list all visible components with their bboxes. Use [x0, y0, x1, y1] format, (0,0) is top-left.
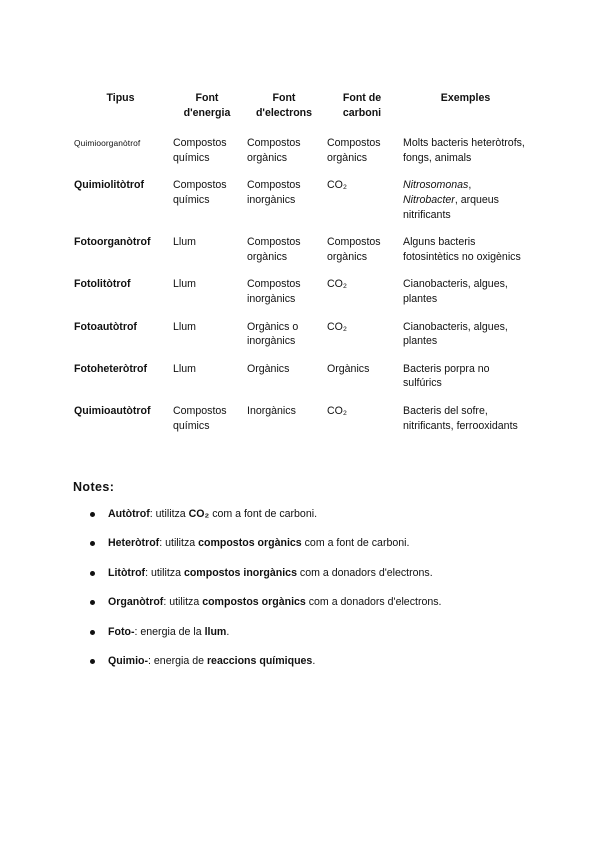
note-bold: llum [204, 625, 227, 638]
cell-tipus: Fotoautòtrof [74, 320, 137, 333]
note-term: Foto- [108, 625, 135, 638]
note-text: com a donadors d'electrons. [296, 566, 433, 579]
cell-energia: Llum [173, 278, 196, 291]
table-row [71, 404, 531, 446]
note-bold: compostos orgànics [198, 537, 302, 550]
note-text: com a font de carboni. [301, 537, 410, 550]
note-text: com a donadors d'electrons. [305, 596, 442, 609]
note-term: Quimio- [108, 654, 149, 667]
bullet-icon [90, 630, 95, 635]
table-row [71, 136, 531, 178]
cell-energia: Compostos químics [173, 179, 227, 206]
notes-title: Notes: [73, 480, 115, 494]
note-text: . [226, 625, 230, 638]
table-row [71, 178, 531, 235]
cell-tipus: Quimiolitòtrof [74, 179, 145, 192]
list-item [90, 654, 442, 683]
note-text: : utilitza [145, 566, 184, 579]
header-exemples: Exemples [440, 92, 491, 104]
table-row [71, 362, 531, 404]
cell-energia: Compostos químics [173, 404, 227, 432]
header-font-electrons: Font d'electrons [255, 92, 313, 119]
cell-tipus: Quimioorganòtrof [74, 138, 141, 149]
cell-carboni: CO₂ [327, 278, 348, 291]
cell-energia: Llum [173, 362, 196, 375]
note-text: : energia de la [134, 625, 205, 638]
cell-tipus: Fotoorganòtrof [74, 236, 151, 249]
bullet-icon [90, 571, 95, 576]
cell-energia: Llum [173, 320, 196, 333]
exemples-rest: , arqueus nitrificants [403, 193, 499, 221]
note-term: Organòtrof [108, 596, 164, 609]
list-item [90, 625, 442, 654]
cell-electrons: Compostos inorgànics [247, 278, 301, 305]
separator: , [468, 179, 472, 192]
cell-electrons: Compostos inorgànics [247, 179, 301, 206]
note-text: : utilitza [149, 508, 189, 520]
cell-electrons: Compostos orgànics [247, 236, 301, 263]
cell-exemples: Cianobacteris, algues, plantes [403, 278, 508, 305]
cell-energia: Llum [173, 236, 196, 249]
table-row [71, 235, 531, 277]
cell-electrons: Orgànics [247, 362, 290, 375]
note-text: : energia de [148, 654, 207, 667]
list-item [90, 566, 442, 595]
cell-exemples: Bacteris del sofre, nitrificants, ferrooxidants [403, 404, 518, 432]
notes-list [90, 507, 442, 683]
cell-electrons: Inorgànics [247, 404, 296, 417]
list-item [90, 595, 442, 624]
note-text: : utilitza [159, 537, 199, 550]
cell-carboni: Orgànics [327, 362, 370, 375]
note-bold: CO₂ [188, 508, 210, 520]
cell-carboni: CO₂ [327, 404, 348, 417]
header-tipus: Tipus [106, 92, 135, 104]
note-text: . [312, 654, 316, 667]
note-term: Autòtrof [108, 508, 150, 520]
cell-exemples: Alguns bacteris fotosintètics no oxigènics [403, 236, 521, 263]
italic-genus: Nitrobacter [403, 193, 455, 206]
note-term: Heteròtrof [108, 537, 160, 550]
cell-electrons: Compostos orgànics [247, 137, 301, 164]
italic-genus: Nitrosomonas [403, 179, 469, 192]
list-item [90, 507, 442, 536]
header-font-carboni: Font de carboni [342, 92, 382, 119]
cell-carboni: CO₂ [327, 179, 348, 192]
table-row [71, 320, 531, 362]
cell-exemples [400, 178, 531, 235]
bullet-icon [90, 600, 95, 605]
table-row [71, 277, 531, 319]
cell-exemples: Molts bacteris heteròtrofs, fongs, animals [403, 137, 525, 164]
header-font-energia: Font d'energia [183, 92, 231, 119]
cell-tipus: Fotoheteròtrof [74, 362, 147, 375]
cell-exemples: Cianobacteris, algues, plantes [403, 320, 508, 348]
cell-carboni: Compostos orgànics [327, 236, 381, 263]
bullet-icon [90, 659, 95, 664]
note-text: com a font de carboni. [209, 508, 318, 520]
cell-energia: Compostos químics [173, 137, 227, 164]
cell-carboni: Compostos orgànics [327, 137, 381, 164]
note-bold: compostos orgànics [202, 596, 306, 609]
note-term: Litòtrof [108, 566, 146, 579]
bullet-icon [90, 541, 95, 546]
cell-exemples: Bacteris porpra no sulfúrics [403, 362, 490, 390]
cell-carboni: CO₂ [327, 320, 348, 333]
trophic-types-table [71, 88, 531, 446]
table-header-row [71, 88, 531, 136]
cell-tipus: Fotolitòtrof [74, 278, 131, 291]
bullet-icon [90, 512, 95, 517]
cell-tipus: Quimioautòtrof [74, 404, 151, 417]
cell-electrons: Orgànics o inorgànics [247, 320, 299, 348]
note-text: : utilitza [163, 596, 203, 609]
note-bold: compostos inorgànics [183, 566, 297, 579]
note-bold: reaccions químiques [206, 654, 313, 667]
list-item [90, 536, 442, 565]
